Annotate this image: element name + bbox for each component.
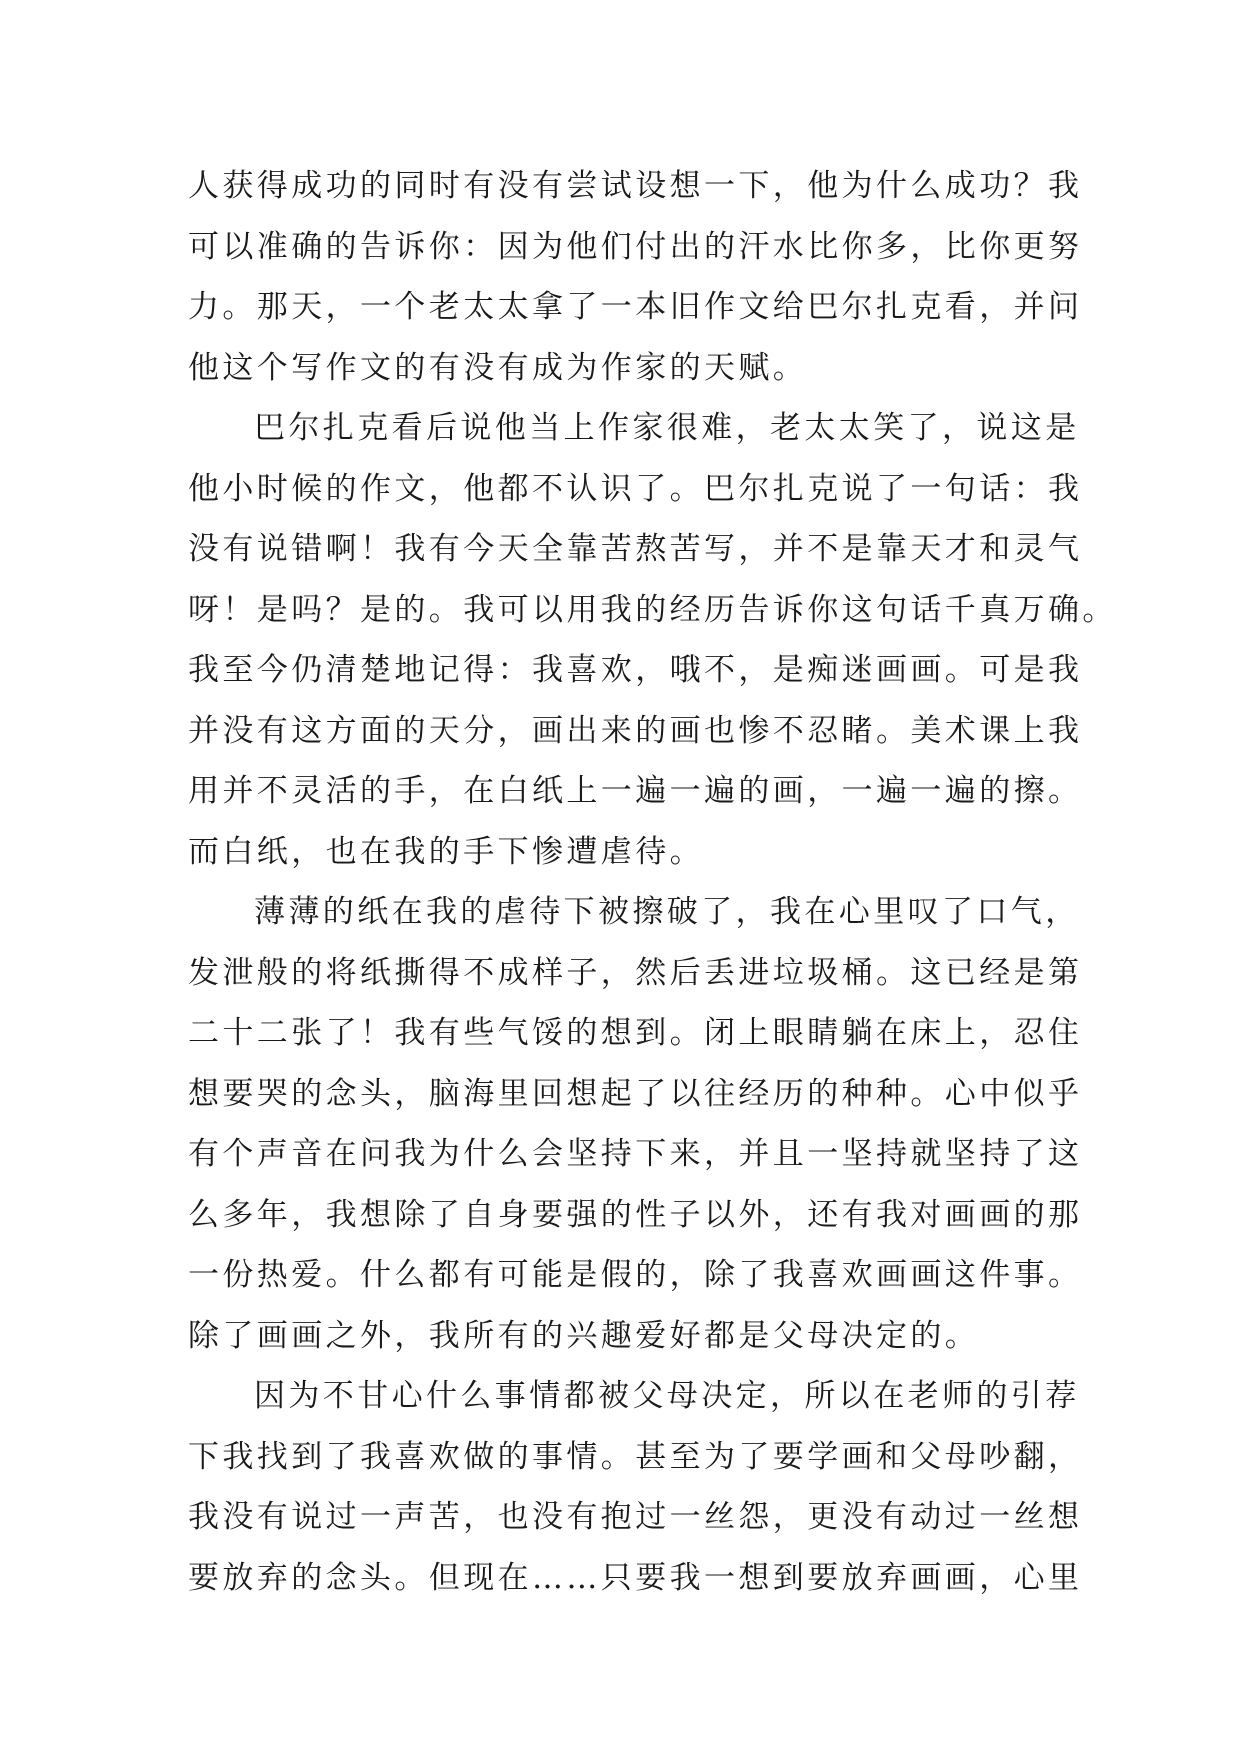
text-line: 力。那天，一个老太太拿了一本旧作文给巴尔扎克看，并问 <box>188 289 1083 325</box>
text-line: 发泄般的将纸撕得不成样子，然后丢进垃圾桶。这已经是第 <box>188 954 1083 991</box>
text-line: 用并不灵活的手，在白纸上一遍一遍的画，一遍一遍的擦。 <box>188 773 1083 809</box>
text-line: 除了画画之外，我所有的兴趣爱好都是父母决定的。 <box>188 1317 980 1354</box>
text-line: 巴尔扎克看后说他当上作家很难，老太太笑了，说这是 <box>254 410 1080 446</box>
text-line: 他这个写作文的有没有成为作家的天赋。 <box>188 349 808 386</box>
essay-text <box>188 156 1117 1608</box>
text-line: 人获得成功的同时有没有尝试设想一下，他为什么成功？我 <box>188 168 1083 204</box>
text-line: 二十二张了！我有些气馁的想到。闭上眼睛躺在床上，忍住 <box>188 1015 1083 1051</box>
text-line: 呀！是吗？是的。我可以用我的经历告诉你这句话千真万确。 <box>188 591 1117 628</box>
text-line: 因为不甘心什么事情都被父母决定，所以在老师的引荐 <box>254 1378 1080 1414</box>
text-line: 一份热爱。什么都有可能是假的，除了我喜欢画画这件事。 <box>188 1257 1083 1293</box>
text-line: 么多年，我想除了自身要强的性子以外，还有我对画画的那 <box>188 1196 1083 1233</box>
text-line: 并没有这方面的天分，画出来的画也惨不忍睹。美术课上我 <box>188 712 1083 749</box>
text-line: 他小时候的作文，他都不认识了。巴尔扎克说了一句话：我 <box>188 470 1083 507</box>
text-line: 没有说错啊！我有今天全靠苦熬苦写，并不是靠天才和灵气 <box>188 531 1083 567</box>
text-line: 有个声音在问我为什么会坚持下来，并且一坚持就坚持了这 <box>188 1136 1083 1172</box>
text-line: 而白纸，也在我的手下惨遭虐待。 <box>188 833 704 870</box>
text-line: 下我找到了我喜欢做的事情。甚至为了要学画和父母吵翻， <box>188 1438 1083 1475</box>
text-line: 可以准确的告诉你：因为他们付出的汗水比你多，比你更努 <box>188 228 1083 265</box>
text-line: 我至今仍清楚地记得：我喜欢，哦不，是痴迷画画。可是我 <box>188 652 1083 688</box>
text-line: 要放弃的念头。但现在……只要我一想到要放弃画画，心里 <box>188 1559 1083 1596</box>
text-line: 薄薄的纸在我的虐待下被擦破了，我在心里叹了口气， <box>254 894 1080 930</box>
text-line: 我没有说过一声苦，也没有抱过一丝怨，更没有动过一丝想 <box>188 1499 1083 1535</box>
text-line: 想要哭的念头，脑海里回想起了以往经历的种种。心中似乎 <box>188 1075 1083 1112</box>
